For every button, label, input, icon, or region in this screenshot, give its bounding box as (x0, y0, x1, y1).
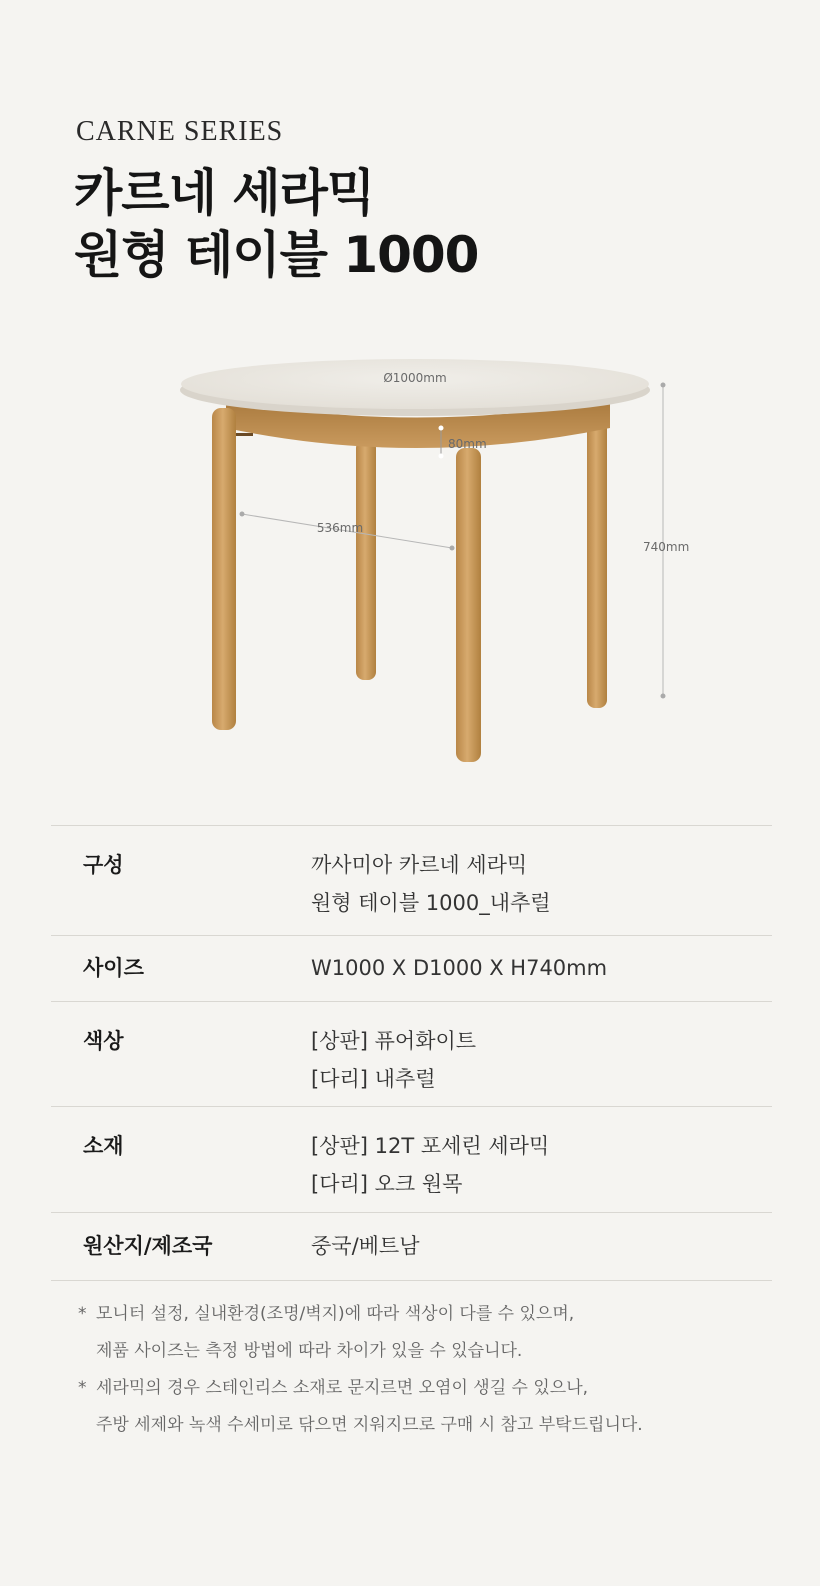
dim-height-dot-bottom (661, 694, 666, 699)
spec-label: 구성 (83, 853, 124, 877)
front-leg-center (456, 448, 481, 762)
note-line: 세라믹의 경우 스테인리스 소재로 문지르면 오염이 생길 수 있으나, (96, 1378, 589, 1398)
spec-value (311, 1227, 420, 1280)
spec-value-line: [다리] 내추럴 (311, 1067, 436, 1091)
spec-row-origin (51, 1213, 772, 1281)
spec-value-line: [다리] 오크 원목 (311, 1172, 463, 1196)
back-leg-right (587, 420, 607, 708)
title-line-1: 카르네 세라믹 (74, 164, 375, 222)
dim-leg-span-dot-left (240, 512, 245, 517)
notes (78, 1296, 778, 1444)
note-item (78, 1370, 778, 1444)
title-line-2: 원형 테이블 1000 (74, 226, 479, 284)
note-mark: * (78, 1304, 87, 1324)
dim-apron-label: 80mm (448, 437, 487, 451)
dim-diameter-label: Ø1000mm (383, 371, 447, 385)
note-mark: * (78, 1378, 87, 1398)
note-line: 제품 사이즈는 측정 방법에 따라 차이가 있을 수 있습니다. (96, 1341, 523, 1361)
spec-value (311, 1022, 476, 1106)
spec-value-line: W1000 X D1000 X H740mm (311, 956, 608, 980)
spec-label: 색상 (83, 1029, 124, 1053)
product-title (74, 162, 478, 286)
back-leg-left (356, 440, 376, 680)
spec-row-size (51, 936, 772, 1002)
spec-value-line: 중국/베트남 (311, 1234, 420, 1258)
spec-value (311, 949, 607, 1001)
spec-row-color (51, 1002, 772, 1107)
dim-leg-span-dot-right (450, 546, 455, 551)
spec-label: 사이즈 (83, 956, 144, 980)
spec-value (311, 1127, 549, 1212)
spec-value-line: [상판] 퓨어화이트 (311, 1029, 477, 1053)
spec-row-composition (51, 826, 772, 936)
dim-height-dot-top (661, 383, 666, 388)
dim-leg-span-label: 536mm (316, 521, 364, 535)
dim-apron-dot-bottom (439, 454, 444, 459)
spec-table (51, 825, 772, 1281)
spec-row-material (51, 1107, 772, 1213)
dim-height-label: 740mm (643, 540, 690, 554)
spec-value-line: 까사미아 카르네 세라믹 (311, 853, 528, 877)
front-leg-left (212, 408, 236, 730)
spec-value-line: 원형 테이블 1000_내추럴 (311, 891, 551, 915)
note-line: 주방 세제와 녹색 수세미로 닦으면 지워지므로 구매 시 참고 부탁드립니다. (96, 1415, 643, 1435)
spec-value-line: [상판] 12T 포세린 세라믹 (311, 1134, 550, 1158)
spec-value (311, 846, 551, 935)
note-line: 모니터 설정, 실내환경(조명/벽지)에 따라 색상이 다를 수 있으며, (96, 1304, 575, 1324)
dim-apron-dot-top (439, 426, 444, 431)
series-name: CARNE SERIES (76, 116, 284, 147)
product-image (0, 340, 820, 790)
drawer-tag (235, 433, 253, 436)
spec-label: 원산지/제조국 (83, 1234, 213, 1258)
spec-label: 소재 (83, 1134, 124, 1158)
note-item (78, 1296, 778, 1370)
